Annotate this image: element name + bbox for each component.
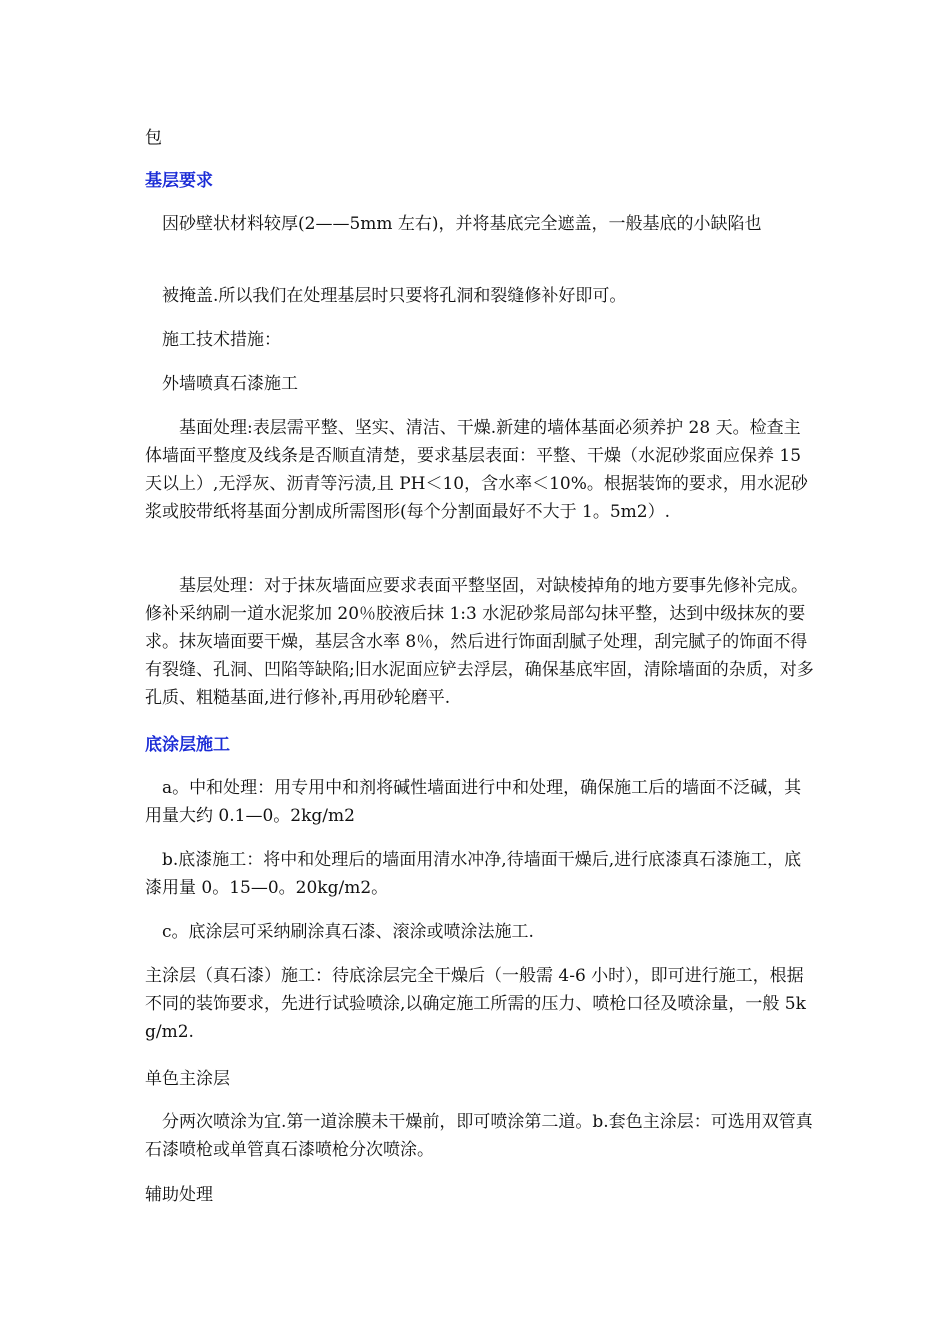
paragraph-measures-label: 施工技术措施：	[162, 330, 281, 350]
fragment-text: 包	[145, 128, 162, 148]
paragraph-main-coat: 主涂层（真石漆）施工：待底涂层完全干燥后（一般需 4-6 小时），即可进行施工，根据不同的装饰要求，先进行试验喷涂,以确定施工所需的压力、喷枪口径及喷涂量，一般 5kg/m2.	[145, 966, 806, 1042]
paragraph-primer-methods: c。底涂层可采纳刷涂真石漆、滚涂或喷涂法施工.	[162, 922, 534, 942]
paragraph-base-treatment: 基层处理：对于抹灰墙面应要求表面平整坚固，对缺棱掉角的地方要事先修补完成。修补采纳刷一道水泥浆加 20％胶液后抹 1:3 水泥砂浆局部勾抹平整，达到中级抹灰的要求。抹灰墙面要干燥，基层含水率 8％，然后进行饰面刮腻子处理，刮完腻子的饰面不得有裂缝、孔洞、凹陷等缺陷;旧水泥面应铲去浮层，确保基底牢固，清除墙面的杂质，对多孔质、粗糙基面,进行修补,再用砂轮磨平.	[145, 576, 814, 708]
heading-base-requirements: 基层要求	[145, 171, 213, 191]
paragraph-auxiliary-title: 辅助处理	[145, 1185, 213, 1205]
paragraph-surface-treatment: 基面处理:表层需平整、坚实、清洁、干燥.新建的墙体基面必须养护 28 天。检查主体墙面平整度及线条是否顺直清楚，要求基层表面：平整、干燥（水泥砂浆面应保养 15 天以上）,无浮灰、沥青等污渍,且 PH＜10，含水率＜10%。根据装饰的要求，用水泥砂浆或胶带纸将基面分割成所需图形(每个分割面最好不大于 1。5m2）.	[145, 418, 808, 522]
paragraph-spray-steps: 分两次喷涂为宜.第一道涂膜未干燥前，即可喷涂第二道。b.套色主涂层：可选用双管真石漆喷枪或单管真石漆喷枪分次喷涂。	[145, 1112, 813, 1160]
paragraph-neutralization: a。中和处理：用专用中和剂将碱性墙面进行中和处理，确保施工后的墙面不泛碱，其用量大约 0.1—0。2kg/m2	[145, 778, 802, 826]
paragraph-exterior-title: 外墙喷真石漆施工	[162, 374, 298, 394]
paragraph-primer-application: b.底漆施工：将中和处理后的墙面用清水冲净,待墙面干燥后,进行底漆真石漆施工，底漆用量 0。15—0。20kg/m2。	[145, 850, 802, 898]
paragraph-single-color-title: 单色主涂层	[145, 1069, 230, 1089]
heading-primer-construction: 底涂层施工	[145, 735, 230, 755]
paragraph-base-note: 因砂壁状材料较厚(2——5mm 左右)，并将基底完全遮盖，一般基底的小缺陷也	[162, 214, 762, 234]
paragraph-base-note-cont: 被掩盖.所以我们在处理基层时只要将孔洞和裂缝修补好即可。	[162, 286, 627, 306]
